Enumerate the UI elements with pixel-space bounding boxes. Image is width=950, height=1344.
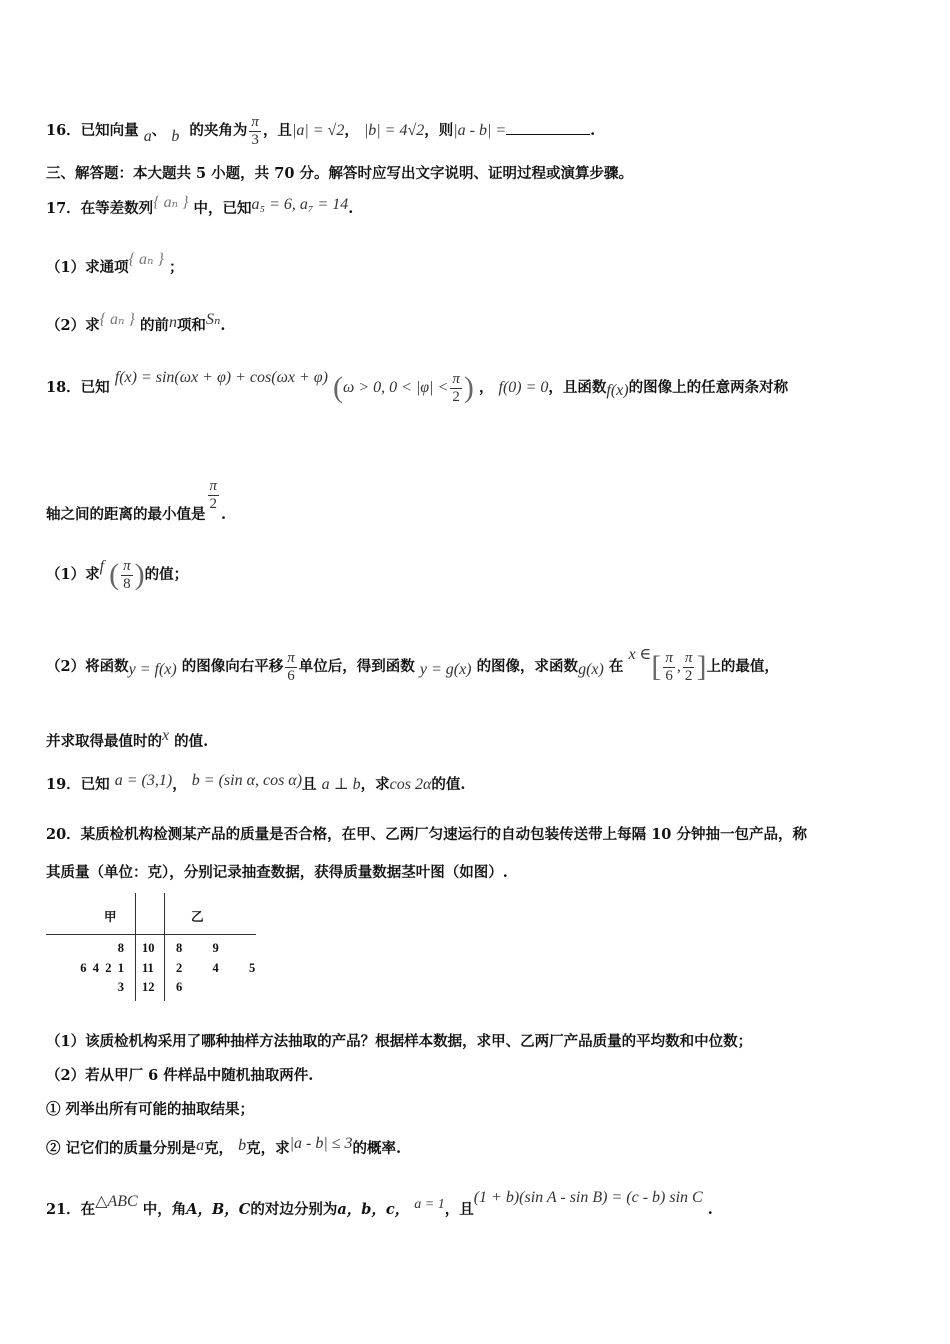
q18-pi-over-2-b: $\frac{\pi}{2}$ (209, 478, 218, 512)
q18-part2: （2）将函数y = f(x) 的图像向右平移 $\frac{\pi}{6}$ 单位后，得到函数 y = g(x) 的图像，求函数g(x) 在 x ∈[ $\frac{\pi}{6}$ , $\frac{\pi}{2}$ ]上的最值， (46, 646, 779, 684)
q18-interval-lo: $\frac{\pi}{6}$ (665, 650, 673, 684)
left-bracket: [ (651, 650, 662, 683)
q18-line2-text: 轴之间的距离的最小值是 (46, 506, 206, 523)
q18-tail: 的图像上的任意两条对称 (628, 379, 789, 396)
q20-c2-mid2: 克，求 (246, 1140, 290, 1157)
q17-p2-seq: { aₙ } (99, 311, 135, 328)
q16-angle-text: 的夹角为 (189, 122, 248, 139)
q18-line (46, 371, 788, 405)
q16-sep: 、 (151, 122, 167, 139)
q18-p2-y: y = f(x) (128, 661, 177, 678)
q16-abs-a: |a| = √2 (291, 122, 345, 139)
q18-f0: f(0) = 0 (498, 379, 549, 396)
q20-c2-mid: 克， (204, 1140, 234, 1157)
q18-cond: ω > 0, 0 < |φ| < (343, 379, 449, 396)
q19-perp: a ⊥ b (321, 776, 361, 793)
q18-p2-mid4: 上的最值， (706, 658, 779, 675)
q17-p2-mid: 的前 (139, 317, 169, 334)
q16-prefix: 16．已知向量 (46, 122, 139, 139)
q21-a1: a = 1 (414, 1197, 445, 1212)
q19-comma: ， (172, 776, 187, 793)
q18-p2-mid3: 的图像，求函数 (476, 658, 579, 675)
q17-part2 (46, 311, 226, 335)
q17-p2-s: Sₙ (205, 311, 221, 328)
q16-pi-over-3: $\frac{\pi}{3}$ (251, 114, 259, 148)
left-leaves-row2: 6 4 2 1 (80, 961, 124, 975)
q18-p1-f: f (99, 558, 105, 575)
right-leaves-row3: 6 (176, 980, 183, 994)
q17-p1-seq: { aₙ } (128, 251, 164, 268)
q20-c2-cond: |a - b| ≤ 3 (289, 1135, 353, 1152)
q21-mid3: ，且 (444, 1201, 474, 1218)
q19-end: 的值. (431, 776, 466, 793)
q16-then: ，则 (424, 122, 454, 139)
stem-leaf-plot (46, 893, 258, 1001)
q17-prefix: 17．在等差数列 (46, 200, 154, 217)
q16-end: . (590, 122, 596, 139)
q18-p2-x: x ∈ (628, 646, 652, 663)
q18-p2-mid2: 单位后，得到函数 (298, 658, 415, 675)
left-paren: ( (109, 558, 120, 591)
q19-prefix: 19．已知 (46, 776, 110, 793)
q20-part2: （2）若从甲厂 6 件样品中随机抽取两件. (46, 1067, 314, 1084)
q20-c2-end: 的概率. (352, 1140, 402, 1157)
q18-p2-line2: 并求取得最值时的 (46, 733, 162, 750)
right-bracket: ] (696, 650, 707, 683)
q17-cond: a₅ = 6, a₇ = 14 (251, 196, 349, 213)
q21-mid2: 的对边分别为 (250, 1201, 338, 1218)
q18-p2-line2-end: 的值. (174, 733, 209, 750)
stem-row1: 10 (142, 941, 155, 955)
q17-seq: { aₙ } (153, 194, 189, 211)
q19-line (46, 773, 465, 794)
q18-p1-prefix: （1）求 (46, 566, 100, 583)
q18-prefix: 18．已知 (46, 379, 110, 396)
q21-triangle: △ABC (95, 1193, 138, 1210)
left-paren: ( (333, 371, 344, 404)
vector-a: a (143, 128, 152, 145)
q20-case1: ① 列举出所有可能的抽取结果； (46, 1101, 255, 1118)
q18-p1-end: 的值； (144, 566, 189, 583)
q16-abs-b: |b| = 4√2 (363, 122, 425, 139)
q18-p2-gx: g(x) (578, 661, 604, 678)
q19-mid2: ，求 (360, 776, 390, 793)
stem-row2: 11 (142, 961, 154, 975)
q17-p2-mid2: 项和 (176, 317, 206, 334)
q19-a: a = (3,1) (114, 772, 173, 789)
q21-angles: A，B，C (186, 1201, 251, 1218)
q16-abs-ab: |a - b| = (453, 122, 507, 139)
q20-case2 (46, 1137, 401, 1158)
q18-line2-end: . (221, 506, 227, 523)
q18-p2-mid1: 的图像向右平移 (181, 658, 284, 675)
q17-line (46, 194, 354, 218)
q16-comma: ， (344, 122, 359, 139)
q20-line2: 其质量（单位：克），分别记录抽查数据，获得质量数据茎叶图（如图）. (46, 864, 508, 881)
q18-interval-hi: $\frac{\pi}{2}$ (684, 650, 693, 684)
divider-left (135, 893, 136, 1001)
q20-c2-prefix: ② 记它们的质量分别是 (46, 1140, 197, 1157)
vector-b: b (171, 128, 180, 145)
q20-line1: 20．某质检机构检测某产品的质量是否合格，在甲、乙两厂匀速运行的自动包装传送带上每隔 10 分钟抽一包产品，称 (46, 826, 807, 843)
divider-right (164, 893, 165, 1001)
section3-heading: 三、解答题：本大题共 5 小题，共 70 分。解答时应写出文字说明、证明过程或演算步骤。 (46, 165, 633, 182)
q18-p2-x2: x (162, 727, 170, 744)
q17-p2-prefix: （2）求 (46, 317, 100, 334)
right-paren: ) (463, 371, 474, 404)
q18-p2-g: y = g(x) (419, 661, 472, 678)
q17-mid: 中，已知 (193, 200, 252, 217)
q21-end: . (707, 1201, 713, 1218)
q18-p2-prefix: （2）将函数 (46, 658, 129, 675)
q19-cos: cos 2α (389, 776, 432, 793)
q18-pi-over-6: $\frac{\pi}{6}$ (287, 650, 295, 684)
q18-pi-over-8: $\frac{\pi}{8}$ (123, 558, 131, 592)
q21-mid: 中，角 (142, 1201, 187, 1218)
q21-prefix: 21．在 (46, 1201, 96, 1218)
stem-row3: 12 (142, 980, 155, 994)
q17-p1-end: ； (168, 259, 184, 276)
q18-func: f(x) = sin(ωx + φ) + cos(ωx + φ) (114, 369, 328, 386)
q17-p2-n: n (168, 314, 177, 331)
horizontal-rule (46, 934, 256, 935)
right-header: 乙 (191, 910, 204, 924)
q18-p2-in: 在 (608, 658, 624, 675)
answer-blank[interactable] (506, 122, 590, 135)
q21-sides: a，b，c， (337, 1201, 410, 1218)
q17-part1 (46, 251, 184, 277)
q21-equation: (1 + b)(sin A - sin B) = (c - b) sin C (473, 1189, 703, 1206)
q18-line2 (46, 478, 227, 523)
q17-end: . (348, 200, 354, 217)
q16-line (46, 114, 595, 148)
q18-mid: ，且函数 (548, 379, 607, 396)
right-leaves-row1: 8 9 (176, 941, 219, 955)
q17-p1-prefix: （1）求通项 (46, 259, 129, 276)
q20-c2-b: b (238, 1137, 247, 1154)
left-header: 甲 (104, 910, 117, 924)
q20-c2-a: a (196, 1137, 205, 1154)
q20-part1: （1）该质检机构采用了哪种抽样方法抽取的产品？根据样本数据，求甲、乙两厂产品质量的平均数和中位数； (46, 1033, 753, 1050)
q18-pi-over-2: $\frac{\pi}{2}$ (452, 371, 460, 405)
right-leaves-row2: 2 4 5 (176, 961, 256, 975)
q16-and: ，且 (262, 122, 292, 139)
q18-comma: ， (478, 379, 494, 396)
q21-line (46, 1189, 713, 1219)
q18-fx: f(x) (606, 382, 629, 399)
left-leaves-row1: 8 (117, 941, 124, 955)
q18-part1 (46, 558, 188, 592)
left-leaves-row3: 3 (117, 980, 124, 994)
q18-part2-line2 (46, 727, 209, 751)
right-paren: ) (134, 558, 145, 591)
q19-b: b = (sin α, cos α) (191, 772, 303, 789)
q17-p2-end: . (220, 317, 226, 334)
q19-mid: 且 (302, 776, 317, 793)
